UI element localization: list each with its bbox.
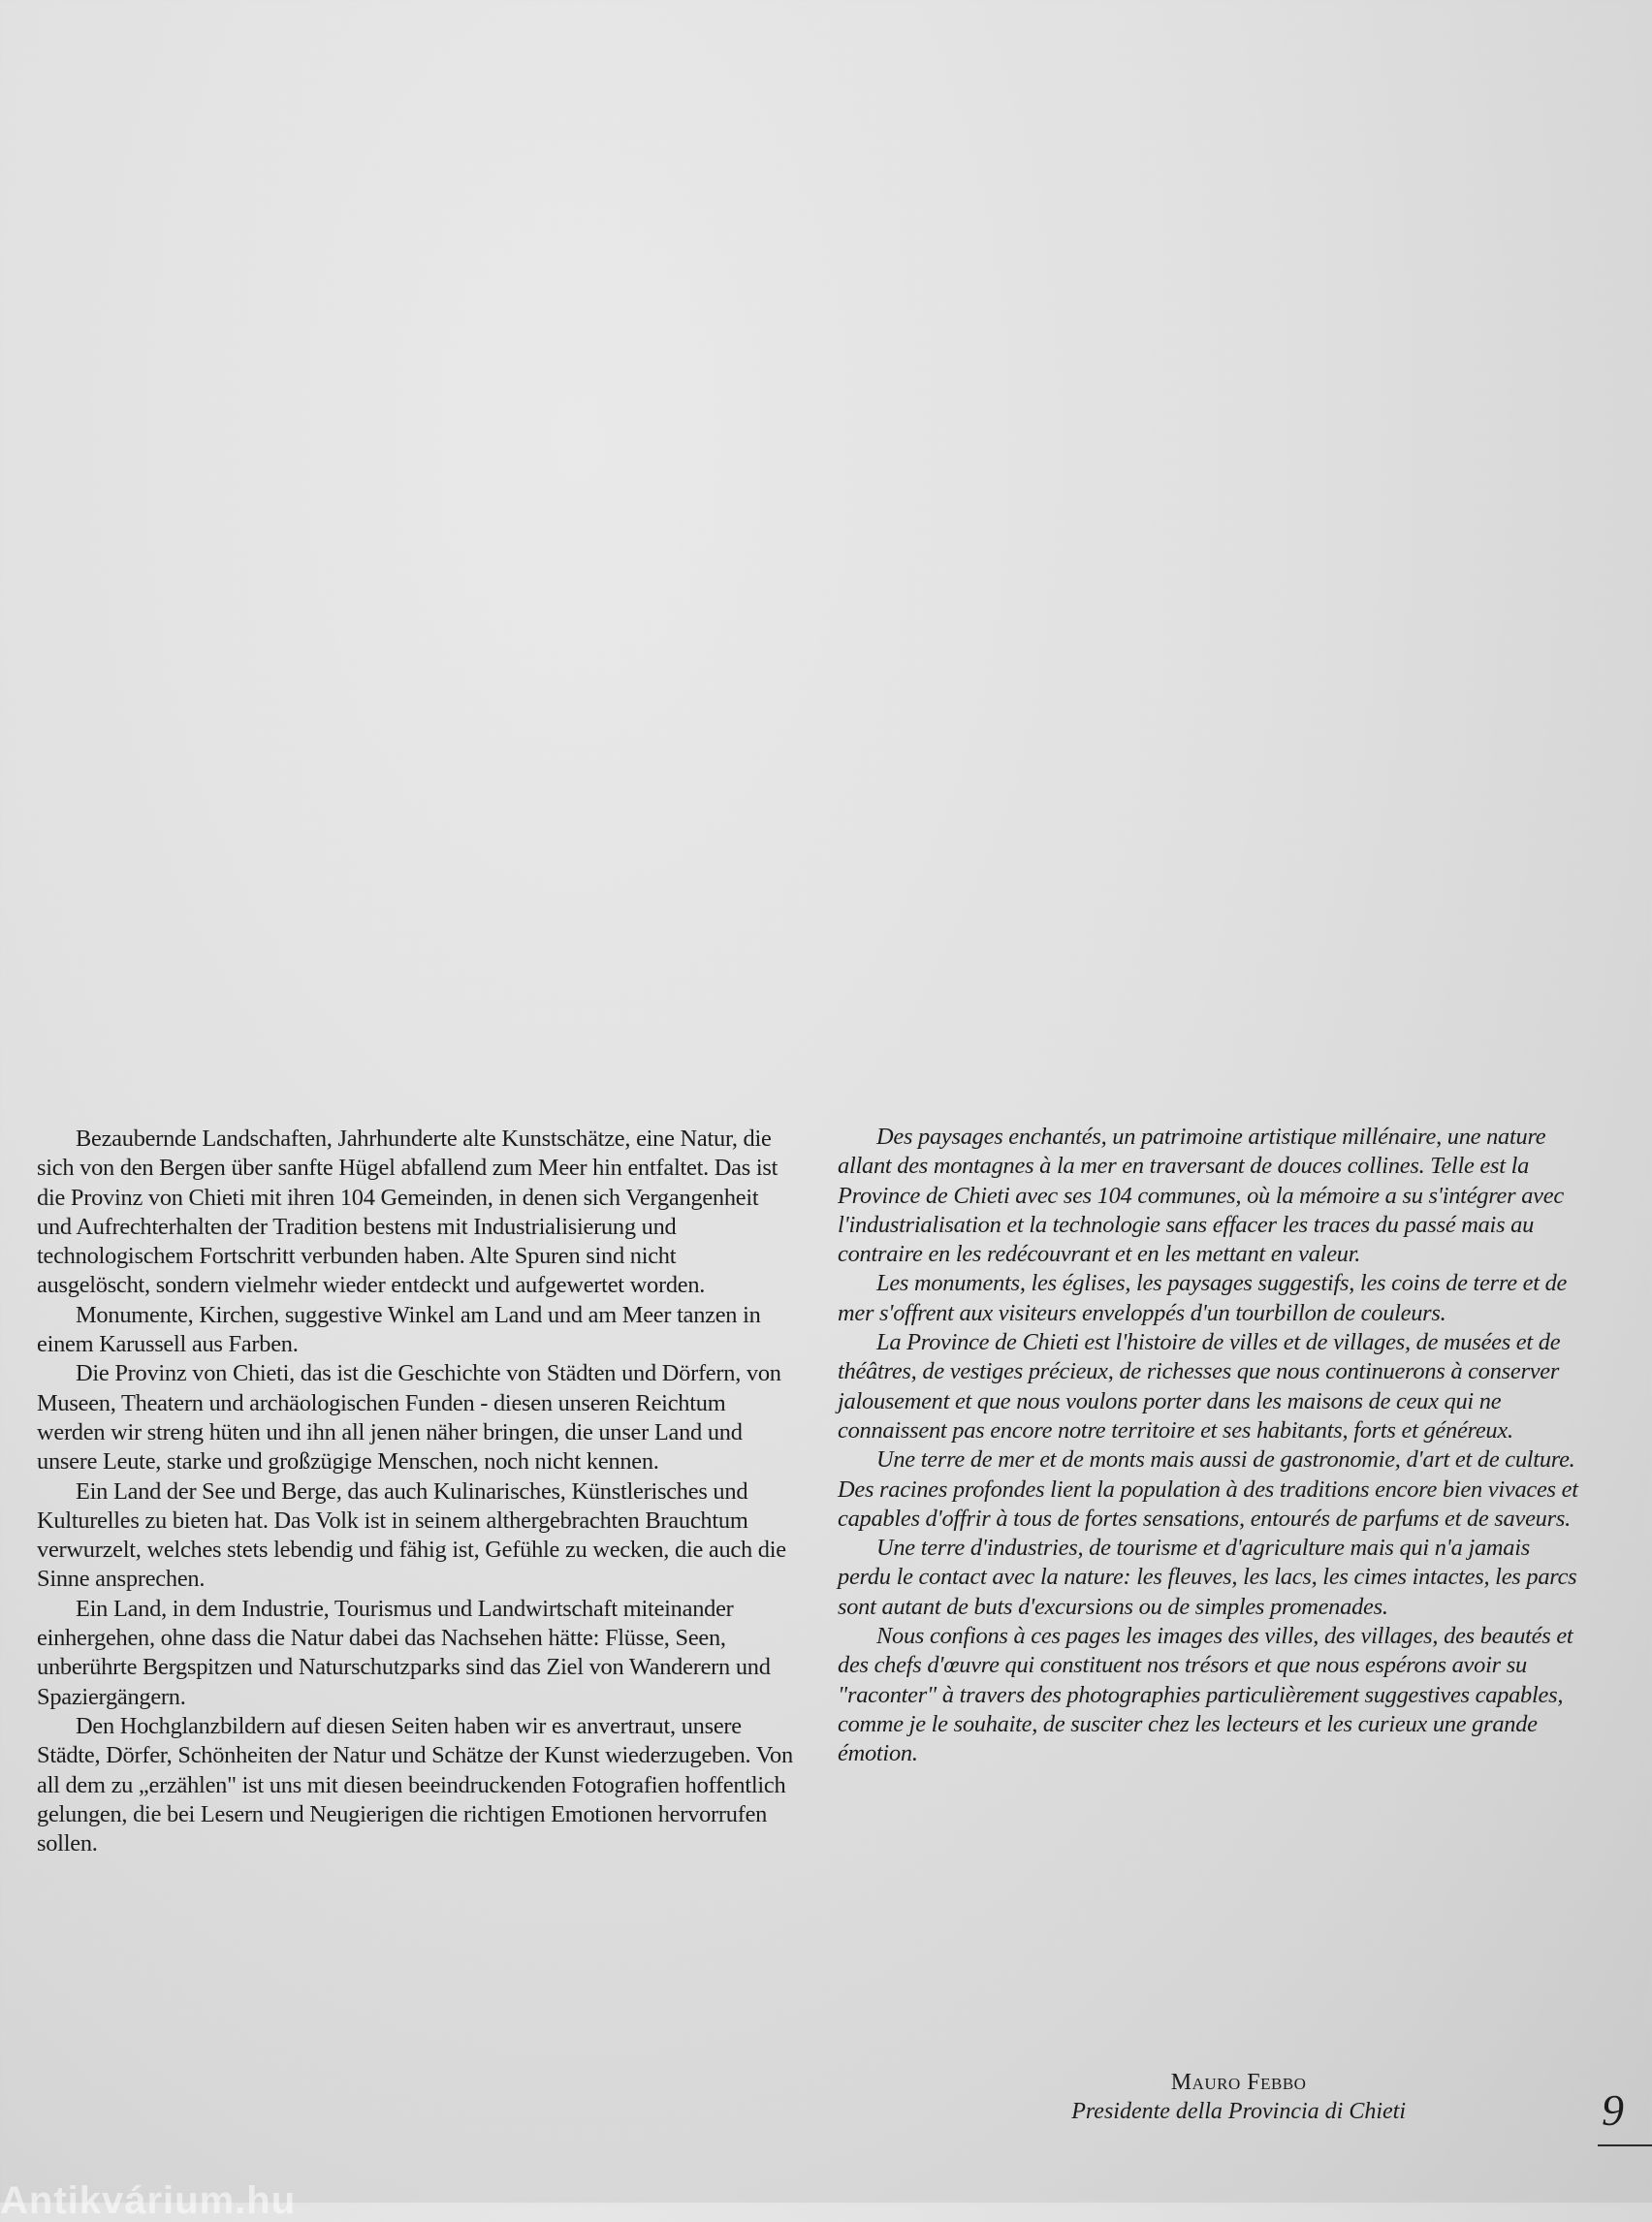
french-paragraph-5: Une terre d'industries, de tourisme et d'agriculture mais qui n'a jamais perdu le contact avec la nature: les fleuves, les lacs, les cimes intactes, les parcs sont autant de buts d'excursions ou de simples promenades. <box>838 1535 1577 1620</box>
german-paragraph-4: Ein Land der See und Berge, das auch Kulinarisches, Künstlerisches und Kulturelles zu bieten hat. Das Volk ist in seinem althergebrachten Brauchtum verwurzelt, welches stets lebendig und fähig ist, Gefühle zu wecken, die auch die Sinne ansprechen. <box>37 1477 786 1593</box>
german-paragraph-5: Ein Land, in dem Industrie, Tourismus und Landwirtschaft miteinander einhergehen, ohne dass die Natur dabei das Nachsehen hätte: Flüsse, Seen, unberührte Bergspitzen und Naturschutzparks sind das Ziel von Wanderern und Spaziergängern. <box>37 1595 771 1710</box>
french-paragraph-4: Une terre de mer et de monts mais aussi de gastronomie, d'art et de culture. Des racines profondes lient la population à des traditions encore bien vivaces et capables d'offrir à tous de fortes sensations, entourés de parfums et de saveurs. <box>838 1446 1578 1532</box>
french-paragraph-1: Des paysages enchantés, un patrimoine artistique millénaire, une nature allant des montagnes à la mer en traversant de douces collines. Telle est la Province de Chieti avec ses 104 communes, où la mémoire a su s'intégrer avec l'industrialisation et la technologie sans effacer les traces du passé mais au contraire en les redécouvrant et en les mettant en valeur. <box>838 1124 1564 1268</box>
french-text-column <box>838 1123 1580 1769</box>
french-paragraph-2: Les monuments, les églises, les paysages suggestifs, les coins de terre et de mer s'offrent aux visiteurs enveloppés d'un tourbillon de couleurs. <box>838 1270 1568 1326</box>
page-number-rule <box>1598 2144 1652 2146</box>
french-paragraph-3: La Province de Chieti est l'histoire de villes et de villages, de musées et de théâtres, de vestiges précieux, de richesses que nous continuerons à conserver jalousement et que nous voulons porter dans les maisons de ceux qui ne connaissent pas encore notre territoire et ses habitants, forts et généreux. <box>838 1329 1561 1444</box>
french-paragraph-6: Nous confions à ces pages les images des villes, des villages, des beautés et des chefs d'œuvre qui constituent nos trésors et que nous espérons avoir su "raconter" à travers des photographies particulièrement suggestives capables, comme je le souhaite, de susciter chez les lecteurs et les curieux une grande émotion. <box>838 1623 1573 1767</box>
german-paragraph-2: Monumente, Kirchen, suggestive Winkel am Land und am Meer tanzen in einem Karussell aus Farben. <box>37 1301 761 1358</box>
signature-block <box>1071 2068 1406 2126</box>
signatory-role: Presidente della Provincia di Chieti <box>1071 2099 1406 2124</box>
german-paragraph-6: Den Hochglanzbildern auf diesen Seiten haben wir es anvertraut, unsere Städte, Dörfer, Schönheiten der Natur und Schätze der Kunst wiederzugeben. Von all dem zu „erzählen" ist uns mit diesen beeindruckenden Fotografien hoffentlich gelungen, die bei Lesern und Neugierigen die richtigen Emotionen hervorrufen sollen. <box>37 1712 793 1857</box>
german-paragraph-3: Die Provinz von Chieti, das ist die Geschichte von Städten und Dörfern, von Museen, Theatern und archäologischen Funden - diesen unseren Reichtum werden wir streng hüten und ihn all jenen näher bringen, die unser Land und unsere Leute, starke und großzügige Menschen, noch nicht kennen. <box>37 1360 781 1476</box>
page-number: 9 <box>1602 2085 1624 2135</box>
german-paragraph-1: Bezaubernde Landschaften, Jahrhunderte alte Kunstschätze, eine Natur, die sich von den Bergen über sanfte Hügel abfallend zum Meer hin entfaltet. Das ist die Provinz von Chieti mit ihren 104 Gemeinden, in denen sich Vergangenheit und Aufrechterhalten der Tradition bestens mit Industrialisierung und technologischem Fortschritt verbunden haben. Alte Spuren sind nicht ausgelöscht, sondern vielmehr wieder entdeckt und aufgewertet worden. <box>37 1126 778 1299</box>
signatory-name: Mauro Febbo <box>1170 2070 1307 2095</box>
german-text-column <box>37 1125 795 1858</box>
watermark: Antikvárium.hu <box>0 2179 297 2222</box>
